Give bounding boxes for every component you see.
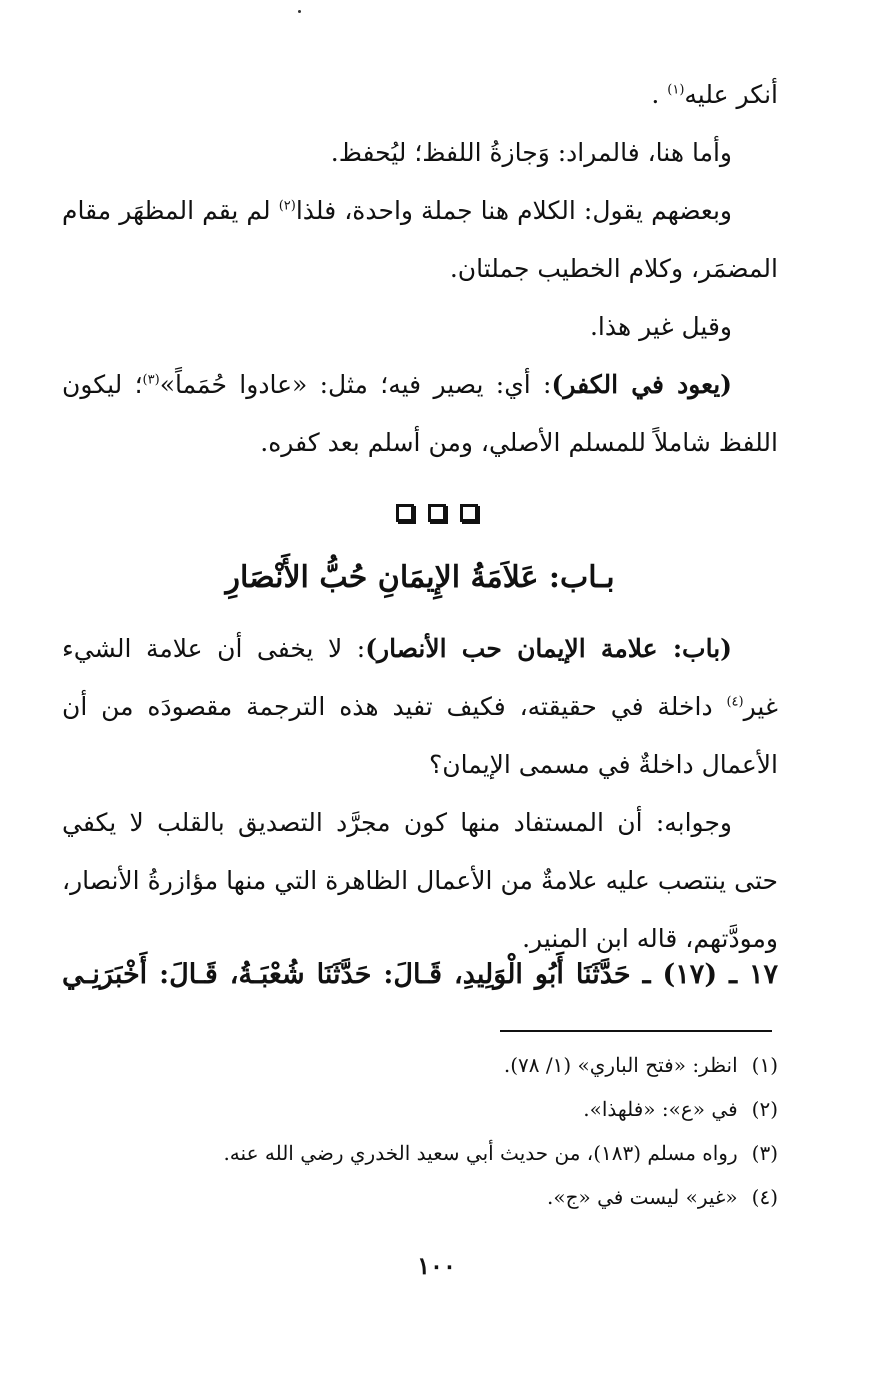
footnote-text: رواه مسلم (١٨٣)، من حديث أبي سعيد الخدري رضي الله عنه. xyxy=(223,1141,738,1165)
footnote-2 xyxy=(62,1087,778,1131)
footnote-text: انظر: «فتح الباري» (١/ ٧٨). xyxy=(503,1053,738,1077)
footnote-1 xyxy=(62,1043,778,1087)
footnote-number: (٤) xyxy=(751,1185,778,1209)
body-paragraph-2: وأما هنا، فالمراد: وَجازةُ اللفظ؛ ليُحفظ. xyxy=(330,138,732,167)
chapter-quote: (باب: علامة الإيمان حب الأنصار) xyxy=(365,634,732,663)
chapter-heading xyxy=(62,548,778,608)
footnote-divider xyxy=(500,1030,772,1032)
footnote-4 xyxy=(62,1175,778,1219)
commentary-paragraph-1: (باب: علامة الإيمان حب الأنصار): لا يخفى أن علامة الشيء غير$^{(٤)}$ داخلة في حقيقته، فكيف تفيد هذه الترجمة مقصودَه من أن الأعمال داخلةٌ في مسمى الإيمان؟ xyxy=(62,634,778,779)
body-text-top xyxy=(62,66,778,472)
body-paragraph-4: وقيل غير هذا. xyxy=(589,312,732,341)
footnotes xyxy=(62,1043,778,1219)
footnote-number: (١) xyxy=(751,1053,778,1077)
commentary-text xyxy=(62,620,778,968)
section-separator xyxy=(0,504,873,528)
body-paragraph-5: (يعود في الكفر): أي: يصير فيه؛ مثل: «عادوا حُمَماً»$^{(٣)}$؛ ليكون اللفظ شاملاً للمسلم الأصلي، ومن أسلم بعد كفره. xyxy=(62,370,778,457)
separator-square-icon xyxy=(428,504,446,522)
ink-speck xyxy=(298,10,301,13)
footnote-ref-1[interactable]: (١) xyxy=(667,82,685,98)
body-paragraph-3: وبعضهم يقول: الكلام هنا جملة واحدة، فلذا$^{(٢)}$ لم يقم المظهَر مقام المضمَر، وكلام الخطيب جملتان. xyxy=(62,196,778,283)
commentary-paragraph-2: وجوابه: أن المستفاد منها كون مجرَّد التصديق بالقلب لا يكفي حتى ينتصب عليه علامةٌ من الأعمال الظاهرة التي منها مؤازرةُ الأنصار، ومودَّتهم، قاله ابن المنير. xyxy=(62,808,778,953)
chapter-label: بـاب xyxy=(560,560,615,595)
footnote-number: (٣) xyxy=(751,1141,778,1165)
footnote-text: «غير» ليست في «ج». xyxy=(546,1185,738,1209)
separator-square-icon xyxy=(460,504,478,522)
footnote-ref-3[interactable]: (٣) xyxy=(142,372,160,388)
body-line-1: أنكر عليه$^{(١)}$ . xyxy=(651,80,778,109)
separator-square-icon xyxy=(396,504,414,522)
footnote-ref-2[interactable]: (٢) xyxy=(278,198,296,214)
footnote-3 xyxy=(62,1131,778,1175)
footnote-number: (٢) xyxy=(751,1097,778,1121)
hadith-chain: ١٧ ـ (١٧) ـ حَدَّثَنَا أَبُو الْوَلِيدِ، قَـالَ: حَدَّثَنَا شُعْبَـةُ، قَـالَ: أَخْبَرَنِـي xyxy=(62,959,778,990)
quoted-phrase: (يعود في الكفر) xyxy=(551,370,733,399)
chapter-title-text: : عَلاَمَةُ الإِيمَانِ حُبُّ الأَنْصَارِ xyxy=(225,560,561,595)
footnote-text: في «ع»: «فلهذا». xyxy=(583,1097,738,1121)
footnote-ref-4[interactable]: (٤) xyxy=(726,694,744,710)
page-number: ١٠٠ xyxy=(417,1251,456,1280)
